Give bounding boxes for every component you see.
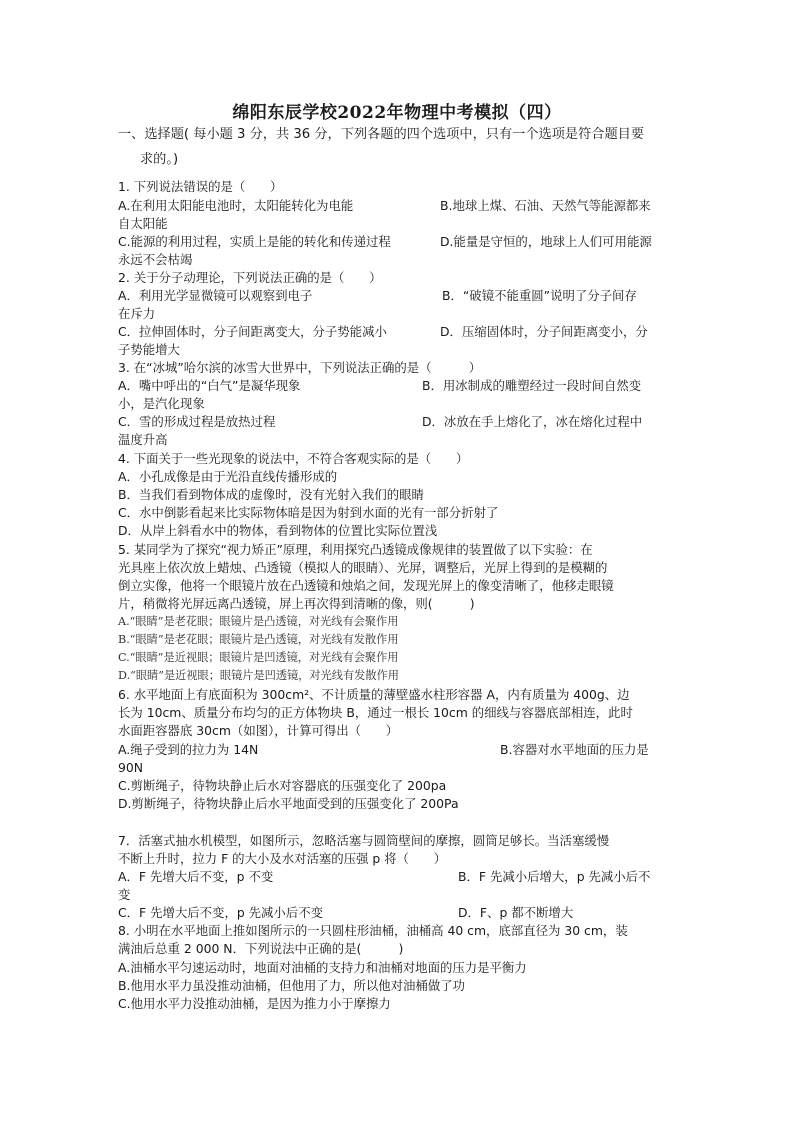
q1-stem: 1. 下列说法错误的是（ ） [118,179,283,194]
q1-option-a: A.在利用太阳能电池时，太阳能转化为电能 [118,198,354,213]
q7-option-b-cont: 变 [118,887,131,902]
q5-stem-line4: 片，稍微将光屏远离凸透镜，屏上再次得到清晰的像，则( ) [118,596,475,611]
q6-option-b-cont: 90N [118,760,144,775]
q1-option-b-cont: 自太阳能 [118,216,168,231]
q6-option-a: A.绳子受到的拉力为 14N [118,742,259,757]
q7-option-a: A．F 先增大后不变，p 不变 [118,869,274,884]
q2-option-a: A．利用光学显微镜可以观察到电子 [118,288,313,303]
q3-option-a: A．嘴中呼出的“白气”是凝华现象 [118,378,301,393]
q7-option-b: B．F 先减小后增大，p 先减小后不 [458,869,651,884]
section-header-cont: 求的。) [140,152,179,167]
q4-option-c: C．水中倒影看起来比实际物体暗是因为射到水面的光有一部分折射了 [118,505,499,520]
q2-option-d-cont: 子势能增大 [118,342,180,357]
q3-option-c: C．雪的形成过程是放热过程 [118,414,276,429]
q8-option-b: B.他用水平力虽没推动油桶，但他用了力，所以他对油桶做了功 [118,978,465,993]
q6-option-d: D.剪断绳子，待物块静止后水平地面受到的压强变化了 200Pa [118,796,459,811]
q3-option-b: B．用冰制成的雕塑经过一段时间自然变 [422,378,642,393]
q4-option-d: D．从岸上斜看水中的物体，看到物体的位置比实际位置浅 [118,523,438,538]
q4-option-a: A．小孔成像是由于光沿直线传播形成的 [118,469,338,484]
q1-option-c: C.能源的利用过程，实质上是能的转化和传递过程 [118,234,391,249]
q5-stem-line1: 5. 某同学为了探究“视力矫正”原理，利用探究凸透镜成像规律的装置做了以下实验：在 [118,542,593,557]
q6-stem-line1: 6. 水平地面上有底面积为 300cm²、不计质量的薄壁盛水柱形容器 A，内有质量为 400g、边 [118,687,630,702]
q2-option-b: B．“破镜不能重圆”说明了分子间存 [442,288,637,303]
q2-stem: 2. 关于分子动理论，下列说法正确的是（ ） [118,270,382,285]
q2-option-b-cont: 在斥力 [118,306,156,321]
q3-option-d: D．冰放在手上熔化了，冰在熔化过程中 [422,414,643,429]
q4-stem: 4. 下面关于一些光现象的说法中，不符合客观实际的是（ ） [118,451,469,466]
q4-option-b: B．当我们看到物体成的虚像时，没有光射入我们的眼睛 [118,487,424,502]
q5-stem-line3: 倒立实像，他将一个眼镜片放在凸透镜和烛焰之间，发现光屏上的像变清晰了，他移走眼镜 [118,578,614,593]
q3-option-d-cont: 温度升高 [118,432,168,447]
q7-option-c: C．F 先增大后不变，p 先减小后不变 [118,905,323,920]
q2-option-d: D．压缩固体时，分子间距离变小，分 [440,324,648,339]
q5-option-d: D.“眼睛”是近视眼；眼镜片是凹透镜，对光线有发散作用 [118,669,399,682]
q5-option-a: A.“眼睛”是老花眼；眼镜片是凸透镜，对光线有会聚作用 [118,615,399,628]
q8-option-c: C.他用水平力没推动油桶，是因为推力小于摩擦力 [118,996,391,1011]
q7-stem-line1: 7．活塞式抽水机模型，如图所示，忽略活塞与圆筒壁间的摩擦，圆筒足够长。当活塞缓慢 [118,833,610,848]
q1-option-d-cont: 永远不会枯竭 [118,252,193,267]
section-header: 一、选择题( 每小题 3 分，共 36 分，下列各题的四个选项中，只有一个选项是符合题目要 [118,127,645,142]
q6-stem-line3: 水面距容器底 30cm（如图），计算可得出（ ） [118,723,399,738]
q3-stem: 3. 在“冰城”哈尔滨的冰雪大世界中，下列说法正确的是（ ） [118,360,482,375]
q3-option-b-cont: 小，是汽化现象 [118,396,205,411]
q5-option-b: B.“眼睛”是老花眼；眼镜片是凸透镜，对光线有发散作用 [118,633,399,646]
q1-option-d: D.能量是守恒的，地球上人们可用能源 [440,234,652,249]
q6-option-b: B.容器对水平地面的压力是 [500,742,649,757]
q7-option-d: D．F、p 都不断增大 [458,905,574,920]
q1-option-b: B.地球上煤、石油、天然气等能源都来 [440,198,651,213]
q5-option-c: C.“眼睛”是近视眼；眼镜片是凹透镜，对光线有会聚作用 [118,651,399,664]
q2-option-c: C．拉伸固体时，分子间距离变大，分子势能减小 [118,324,387,339]
page-title: 绵阳东辰学校2022年物理中考模拟（四） [232,103,562,123]
q8-stem-line2: 满油后总重 2 000 N．下列说法中正确的是( ) [118,941,404,956]
q7-stem-line2: 不断上升时，拉力 F 的大小及水对活塞的压强 p 将（ ） [118,851,447,866]
q6-option-c: C.剪断绳子，待物块静止后水对容器底的压强变化了 200pa [118,778,447,793]
q5-stem-line2: 光具座上依次放上蜡烛、凸透镜（模拟人的眼睛）、光屏，调整后，光屏上得到的是模糊的 [118,560,608,575]
q6-stem-line2: 长为 10cm、质量分布均匀的正方体物块 B，通过一根长 10cm 的细线与容器底部相连，此时 [118,705,633,720]
q8-stem-line1: 8. 小明在水平地面上推如图所示的一只圆柱形油桶，油桶高 40 cm，底部直径为 30 cm，装 [118,923,628,938]
q8-option-a: A.油桶水平匀速运动时，地面对油桶的支持力和油桶对地面的压力是平衡力 [118,960,527,975]
